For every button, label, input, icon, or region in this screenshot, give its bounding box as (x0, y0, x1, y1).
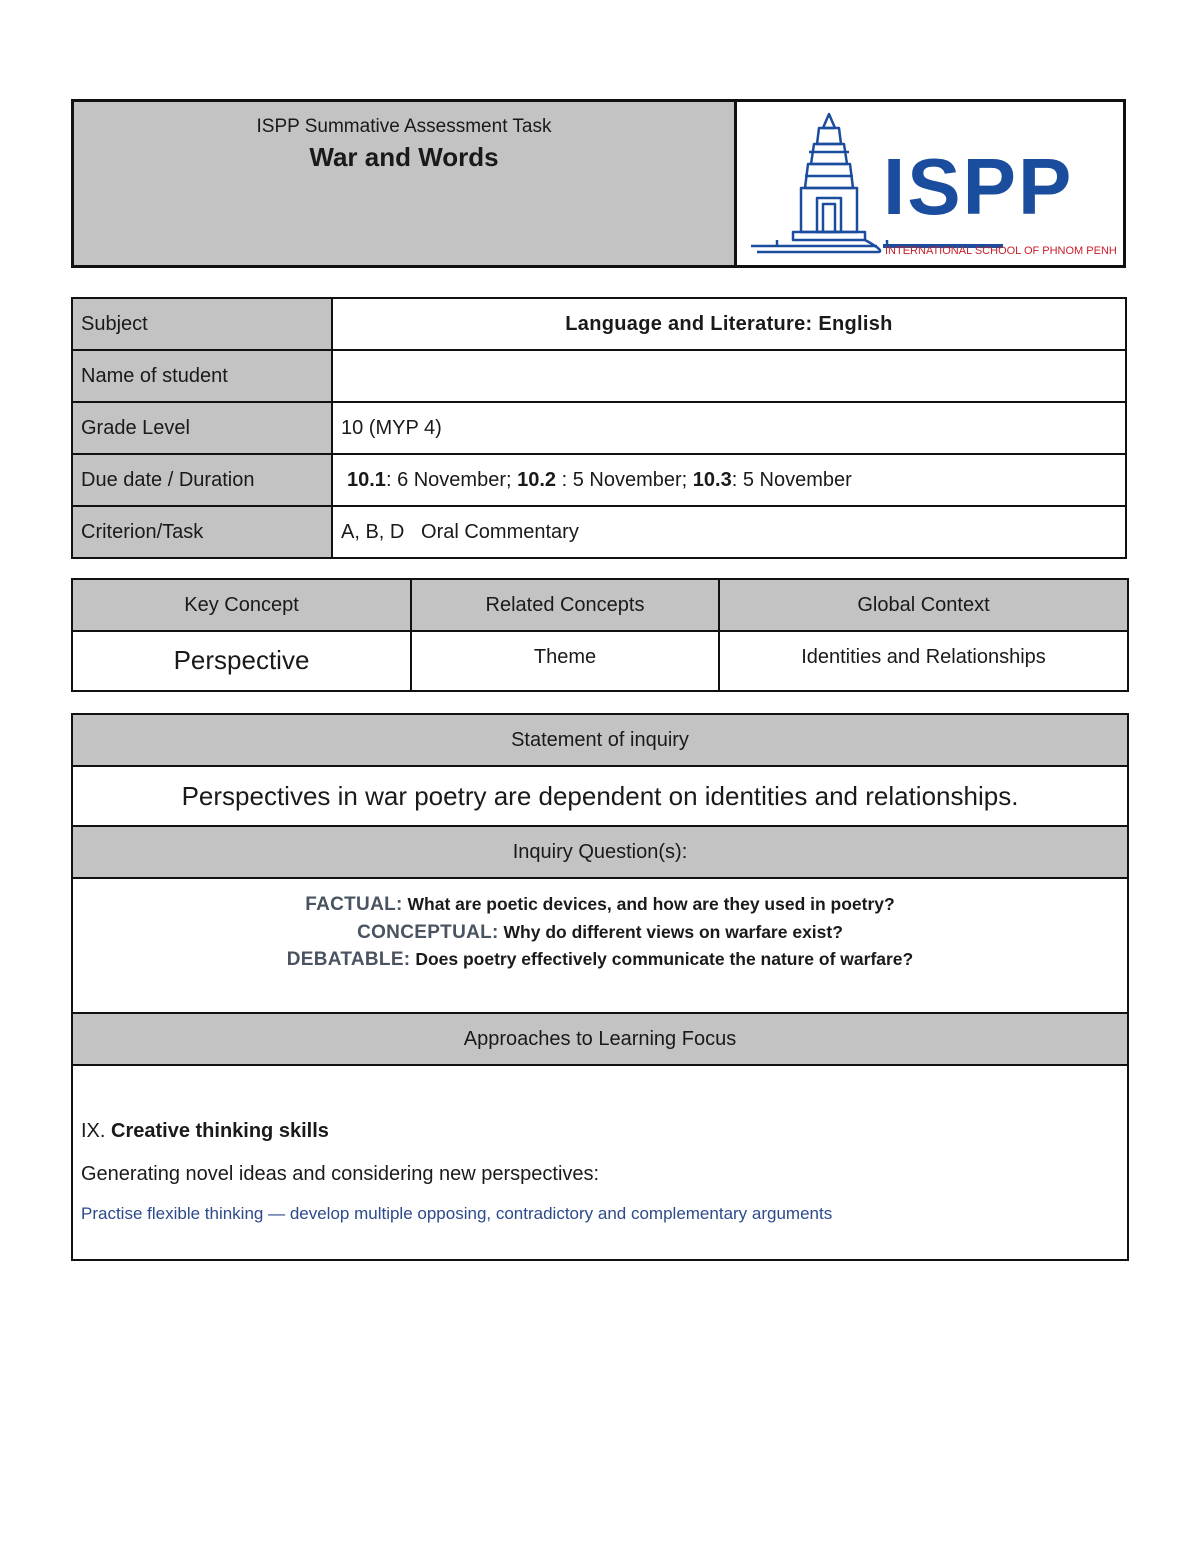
question-conceptual (74, 919, 1126, 947)
due-separator: : (731, 468, 743, 491)
related-concepts-label: Related Concepts (411, 579, 719, 631)
due-class: 10.3 (692, 468, 732, 491)
due-separator: : (385, 468, 398, 491)
due-row (72, 454, 1126, 506)
grade-row (72, 402, 1126, 454)
assessment-kicker: ISPP Summative Assessment Task (256, 116, 552, 137)
subject-value: Language and Literature: English (332, 298, 1126, 350)
task-title: War and Words (309, 142, 499, 172)
concepts-table (71, 578, 1129, 692)
statement-of-inquiry-value: Perspectives in war poetry are dependent on identities and relationships. (72, 766, 1128, 826)
due-date: 5 November; (572, 468, 693, 491)
student-label: Name of student (72, 350, 332, 402)
due-date: 5 November (742, 468, 852, 491)
criterion-label: Criterion/Task (72, 506, 332, 558)
subject-row (72, 298, 1126, 350)
subject-label: Subject (72, 298, 332, 350)
atl-numeral: IX. (81, 1120, 112, 1142)
task-info-table (71, 297, 1127, 559)
atl-skill-subheading: Generating novel ideas and considering new perspectives: (81, 1163, 600, 1185)
question-text: Why do different views on warfare exist? (503, 921, 843, 942)
logo-tagline: INTERNATIONAL SCHOOL OF PHNOM PENH (885, 245, 1117, 257)
atl-focus-label: Approaches to Learning Focus (72, 1013, 1128, 1065)
due-value (332, 454, 1126, 506)
student-row (72, 350, 1126, 402)
concepts-header-row (72, 579, 1128, 631)
atl-skill-heading (81, 1120, 1119, 1143)
due-date: 6 November; (397, 468, 518, 491)
criterion-row (72, 506, 1126, 558)
question-type: CONCEPTUAL: (357, 921, 499, 943)
atl-skill-title: Creative thinking skills (111, 1120, 329, 1142)
task-header-title-cell (74, 102, 737, 265)
due-label: Due date / Duration (72, 454, 332, 506)
question-factual (74, 891, 1126, 919)
key-concept-label: Key Concept (72, 579, 411, 631)
due-class: 10.1 (347, 468, 386, 491)
atl-skill-detail: Practise flexible thinking — develop multiple opposing, contradictory and complementary arguments (81, 1204, 833, 1223)
question-type: DEBATABLE: (286, 949, 411, 970)
temple-monument-icon (737, 102, 1127, 265)
school-logo (737, 102, 1123, 265)
global-context-label: Global Context (719, 579, 1128, 631)
due-separator: : (556, 468, 573, 491)
global-context-value: Identities and Relationships (719, 631, 1128, 691)
question-type: FACTUAL: (305, 894, 403, 915)
question-debatable (74, 946, 1126, 974)
statement-of-inquiry-label: Statement of inquiry (72, 714, 1128, 766)
atl-focus-body (72, 1065, 1128, 1260)
task-header (71, 99, 1126, 268)
grade-label: Grade Level (72, 402, 332, 454)
due-class: 10.2 (517, 468, 557, 491)
inquiry-questions-label: Inquiry Question(s): (72, 826, 1128, 878)
concepts-value-row (72, 631, 1128, 691)
grade-value: 10 (MYP 4) (332, 402, 1126, 454)
inquiry-questions (72, 878, 1128, 1013)
question-text: Does poetry effectively communicate the nature of warfare? (415, 949, 914, 969)
inquiry-table (71, 713, 1129, 1261)
question-text: What are poetic devices, and how are they used in poetry? (407, 894, 895, 914)
related-concepts-value: Theme (411, 631, 719, 691)
student-name-field[interactable] (332, 350, 1126, 402)
criterion-value: A, B, D Oral Commentary (332, 506, 1126, 558)
key-concept-value: Perspective (72, 631, 411, 691)
logo-wordmark: ISPP (883, 142, 1074, 231)
